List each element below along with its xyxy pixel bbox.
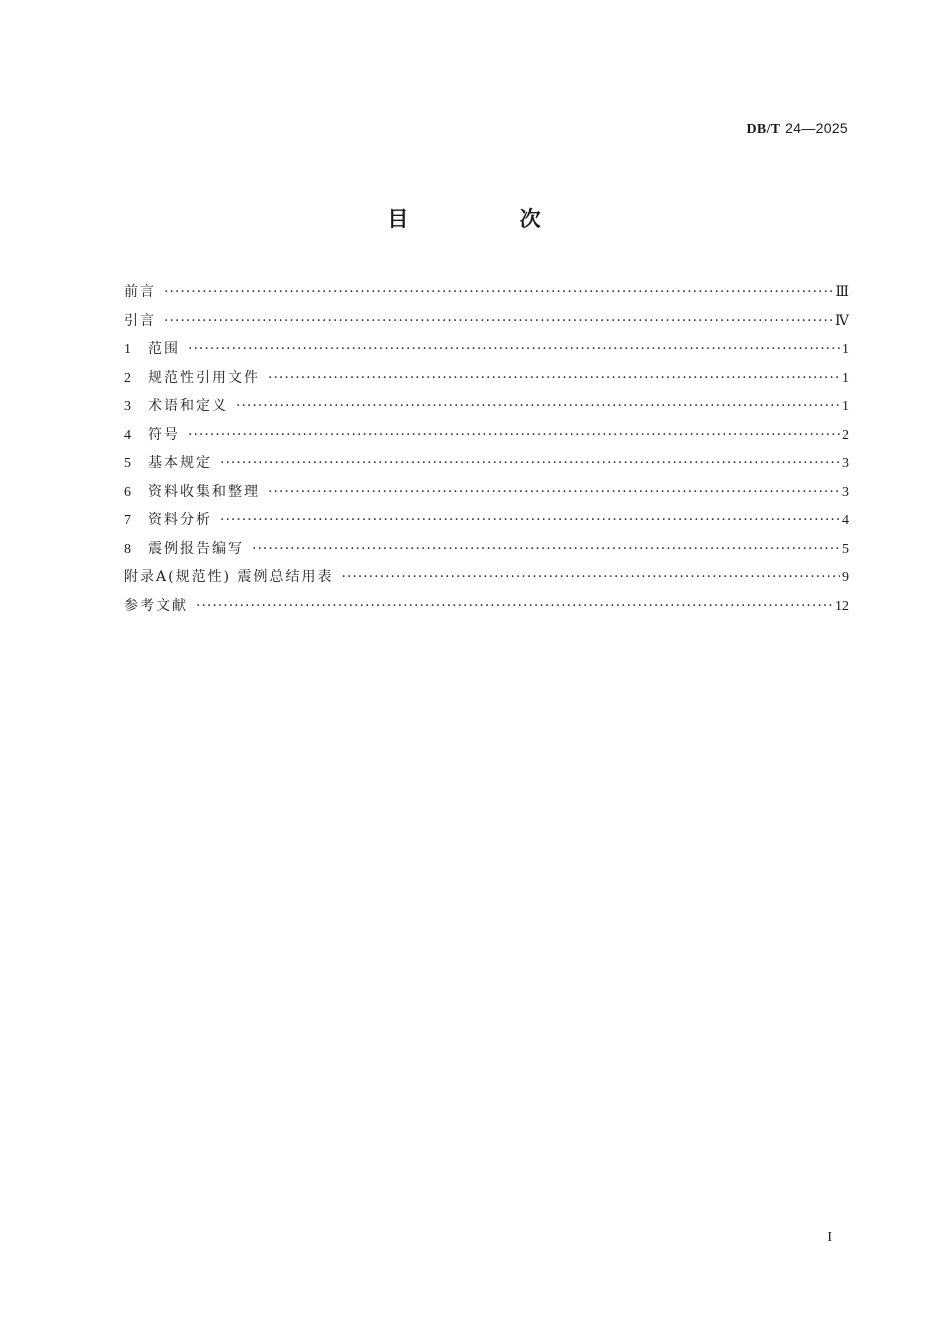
- standard-number: 24—2025: [785, 120, 848, 136]
- toc-entry-page: 3: [842, 456, 849, 471]
- toc-entry-number: 2: [124, 370, 131, 386]
- toc-entry-label: 震例报告编写: [148, 540, 244, 557]
- toc-entry-label: 规范性引用文件: [148, 369, 260, 386]
- toc-entry-label: 附录A(规范性) 震例总结用表: [124, 569, 334, 585]
- toc-entry-number: 3: [124, 399, 131, 414]
- standard-prefix: DB/T: [746, 122, 781, 137]
- toc-entry-label: 前言: [124, 284, 156, 300]
- toc-entry[interactable]: [124, 481, 849, 510]
- toc-entry-page: 3: [842, 484, 849, 500]
- toc-entry-page: Ⅳ: [835, 313, 849, 329]
- standard-code: [747, 120, 848, 138]
- toc-entry[interactable]: [124, 566, 849, 595]
- toc-entry-number: 5: [124, 456, 131, 471]
- toc-entry-label: 范围: [148, 341, 180, 357]
- toc-entry-page: 4: [842, 513, 849, 528]
- toc-leader-dots: [236, 398, 840, 414]
- toc-entry-page: 12: [835, 598, 849, 614]
- toc-entry-label: 参考文献: [124, 597, 188, 614]
- toc-entry-page: 2: [842, 427, 849, 443]
- page-title: 目 次: [387, 207, 593, 231]
- toc-entry-page: Ⅲ: [835, 285, 849, 300]
- toc-leader-dots: [268, 484, 840, 500]
- toc-entry-label: 资料分析: [148, 512, 212, 528]
- toc-entry-page: 1: [842, 370, 849, 386]
- toc-entry[interactable]: [124, 509, 849, 538]
- toc-entry-label: 术语和定义: [148, 398, 228, 414]
- toc-entry[interactable]: [124, 281, 849, 310]
- table-of-contents: [124, 281, 849, 623]
- toc-entry-page: 1: [842, 342, 849, 357]
- toc-leader-dots: [188, 341, 840, 357]
- toc-entry[interactable]: [124, 595, 849, 624]
- toc-entry[interactable]: [124, 538, 849, 567]
- toc-leader-dots: [220, 455, 840, 471]
- toc-leader-dots: [341, 569, 840, 585]
- page-number: I: [827, 1230, 832, 1245]
- toc-entry-number: 4: [124, 427, 131, 443]
- toc-leader-dots: [220, 512, 840, 528]
- toc-leader-dots: [164, 313, 833, 329]
- toc-entry[interactable]: [124, 395, 849, 424]
- toc-leader-dots: [164, 284, 833, 300]
- toc-entry[interactable]: [124, 367, 849, 396]
- toc-leader-dots: [188, 427, 840, 443]
- toc-entry-number: 1: [124, 342, 131, 357]
- toc-entry[interactable]: [124, 452, 849, 481]
- toc-leader-dots: [268, 370, 840, 386]
- toc-entry-page: 1: [842, 399, 849, 414]
- toc-entry[interactable]: [124, 338, 849, 367]
- toc-entry-page: 5: [842, 541, 849, 557]
- toc-entry-number: 6: [124, 484, 131, 500]
- toc-entry-label: 资料收集和整理: [148, 483, 260, 500]
- toc-leader-dots: [196, 598, 833, 614]
- toc-entry-label: 基本规定: [148, 455, 212, 471]
- toc-entry[interactable]: [124, 310, 849, 339]
- toc-entry-page: 9: [842, 570, 849, 585]
- toc-entry-number: 7: [124, 513, 131, 528]
- toc-leader-dots: [252, 541, 840, 557]
- toc-entry-number: 8: [124, 541, 131, 557]
- toc-entry[interactable]: [124, 424, 849, 453]
- toc-entry-label: 符号: [148, 426, 180, 443]
- toc-entry-label: 引言: [124, 312, 156, 329]
